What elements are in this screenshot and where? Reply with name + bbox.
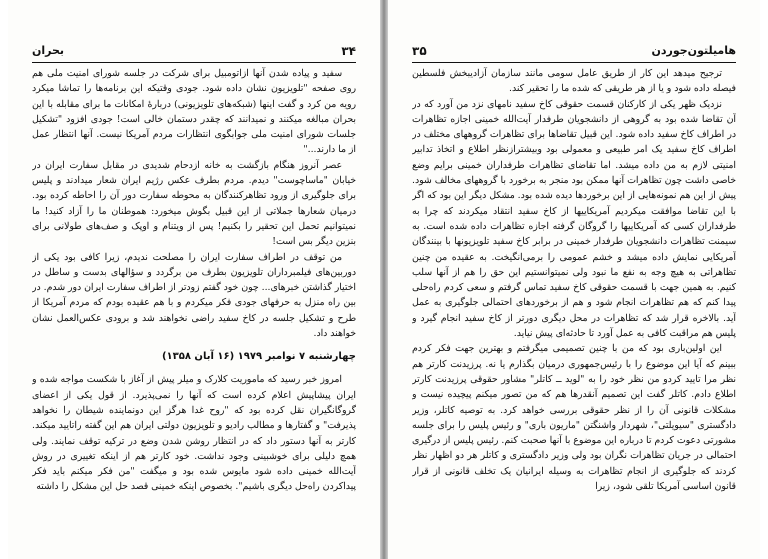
paragraph: امروز خبر رسید که ماموریت کلارک و میلر پیش از آغاز با شکست مواجه شده و ایران پیشاپیش اعلام کرده است که آنها را نمی‌پذیرد. از قول یکی از اعضای گروگانگیران نقل کرده بود که "روح غدا هرگز این دونماینده شیطان را نخواهد پذیرفت" و گفتارها و مطالب رادیو و تلویزیون دولتی ایران هم این گفته راتایید میکند. کارتر به آنها دستور داد که در انتظار روشن شدن وضع در ترکیه توقف نمایند. ولی همچ دلیلی برای خوشبینی وجود نداشت. خود کارتر هم از اینکه تغییری در روش آیت‌الله خمینی داده شود مایوس شده بود و میگفت "من فکر میکنم باید فکر پیداکردن راه‌حل دیگری باشیم". بخصوص اینکه خمینی قصد حل این مشکل را داشته <box>32 374 356 493</box>
left-running-title: بحران <box>32 44 65 57</box>
left-page <box>8 0 380 559</box>
date-heading: چهارشنبه ۷ نوامبر ۱۹۷۹ (۱۶ آبان ۱۳۵۸) <box>161 351 356 363</box>
right-page-number: ۳۵ <box>412 44 427 58</box>
right-running-title: هامیلتون‌جوردن <box>651 44 736 57</box>
paragraph: ترجیح میدهد این کار از طریق عامل سومی مانند سازمان آزادیبخش فلسطین فیصله داده شود و یا از هر طریقی که شده ما را تحقیر کند. <box>412 68 736 95</box>
paragraph: نزدیک ظهر یکی از کارکنان قسمت حقوقی کاخ سفید نامهای نزد من آورد که در آن تقاضا شده بود به گروهی از دانشجویان طرفدار آیت‌الله خمینی اجازه تظاهرات در اطراف کاخ سفید داده شود. این قبیل تقاضاها برای تظاهرات گروههای مختلف در اطراف کاخ سفید یک امر طبیعی و معمولی بود وبیشترازنظر اطلاع و اتخاذ تدابیر امنیتی لازم به من داده میشد. اما تقاضای تظاهرات طرفداران خمینی برایم وضع خاصی داشت چون تظاهرات آنها ممکن بود منجر به برخورد با گروههای مخالف شود. پیش از این هم نمونه‌هایی از این برخوردها دیده شده بود. مشکل دیگر این بود که اگر با این تقاضا موافقت میکردیم آمریکاییها از کاخ سفید انتقاد میکردند که چرا به طرفداران کسی که آمریکاییها را گروگان گرفته اجازه تظاهرات داده شده است. به سیمنت تظاهرات دانشجویان طرفدار خمینی در برابر کاخ سفید تلویزیونها با بینندگان آمریکایی نمایش داده میشد و خشم عمومی را برمی‌انگیخت. به عقیده من چنین تظاهراتی به هیچ وجه به نفع ما نبود ولی نمیتوانستیم این حق را هم از آنها سلب کنیم. به همین جهت با قسمت حقوقی کاخ سفید تماس گرفتم و سعی کردم راه‌حلی پیدا کنم که هم تظاهرات انجام شود و هم از برخوردهای احتمالی جلوگیری به عمل آید. بالاخره قرار شد که تظاهرات در محل دیگری دورتر از کاخ سفید انجام گیرد و پلیس هم مراقبت کافی به عمل آورد تا حادثه‌ای پیش نیاید. <box>412 98 736 340</box>
right-page-header <box>412 44 736 63</box>
left-page-header <box>32 44 356 63</box>
left-page-number: ۳۴ <box>341 44 356 58</box>
book-gutter <box>380 0 388 559</box>
paragraph: من توقف در اطراف سفارت ایران را مصلحت ندیدم، زیرا کافی بود یکی از دوربین‌های فیلمبرداران تلویزیون بطرف من برگردد و سؤالهای بدست و ساطل در اختیار گذاشتن خبرهای... چون خود گفتم زودتر از اطراف سفارت ایران دور شدم. در بین راه منزل به حرفهای جودی فکر میکردم و با هم عقیده بودم که مردم آمریکا از طرح و تشکیل جلسه در کاخ سفید راضی نخواهند شد و برودی عکس‌العمل نشان خواهند داد. <box>32 251 356 340</box>
paragraph: این اولین‌باری بود که من با چنین تصمیمی میگرفتم و بهترین جهت فکر کردم ببینم که آیا این موضوع را با رئیس‌جمهوری درمیان بگذارم یا نه. پرزیدنت کارتر هم نظر مرا تایید کردو من نظر خود را به "لوید ــ کاتلر" مشاور حقوقی پرزیدنت کارتر اطلاع دادم. کاتلر گفت این تصمیم آنقدرها هم که من تصور میکنم پیچیده نیست و مشکلات قانونی آن را از نظر حقوقی بررسی خواهد کرد. به توصیه کاتلر، وزیر دادگستری "سیویلتی"، شهردار واشنگتن "ماریون باری" و رئیس پلیس را برای جلسه مشورتی دعوت کردم تا درباره این موضوع با آنها صحبت کنم. رئیس پلیس از درگیری احتمالی در جریان تظاهرات نگران بود ولی وزیر دادگستری و کاتلر هر دو اظهار نظر کردند که جلوگیری از انجام تظاهرات به وسیله ایرانیان یک تخلف قانونی از قرار قانون اساسی آمریکا تلقی شود، زیرا <box>412 343 736 493</box>
paragraph: سفید و پیاده شدن آنها ازاتومبیل برای شرکت در جلسه شورای امنیت ملی هم روی صفحه "تلویزیون نشان داده شود. جودی وقتیکه این برنامه‌ها را تماشا میکرد رویه من کرد و گفت اینها (شبکه‌های تلویزیونی) دربارهٔ امکانات ما برای مقابله با این بحران مبالغه میکنند و نمیدانند که چقدر دستمان خالی است! جودی افزود "تشکیل جلسات شورای امنیت ملی جوابگوی انتظارات مردم آمریکا نیست. آنها انتظار عمل از ما دارند..." <box>32 68 356 156</box>
paragraph: عصر آنروز هنگام بازگشت به خانه ازدحام شدیدی در مقابل سفارت ایران در خیابان "ماساچوست" دیدم. مردم بطرف عکس رژیم ایران شعار میدادند و پلیس برای جلوگیری از ورود تظاهرکنندگان به محوطه سفارت دور آن را احاطه کرده بود. درمیان شعارها جملاتی از این قبیل بگوش میخورد: هموطنان ما را آزاد کنید! ما نمیتوانیم تحمل این تحقیر را بکنیم! پس از ویتنام و اوپک و صف‌های طولانی برای بنزین دیگر بس است! <box>32 159 356 248</box>
left-page-body <box>32 66 356 549</box>
right-page-body <box>412 66 736 549</box>
right-page <box>388 0 760 559</box>
